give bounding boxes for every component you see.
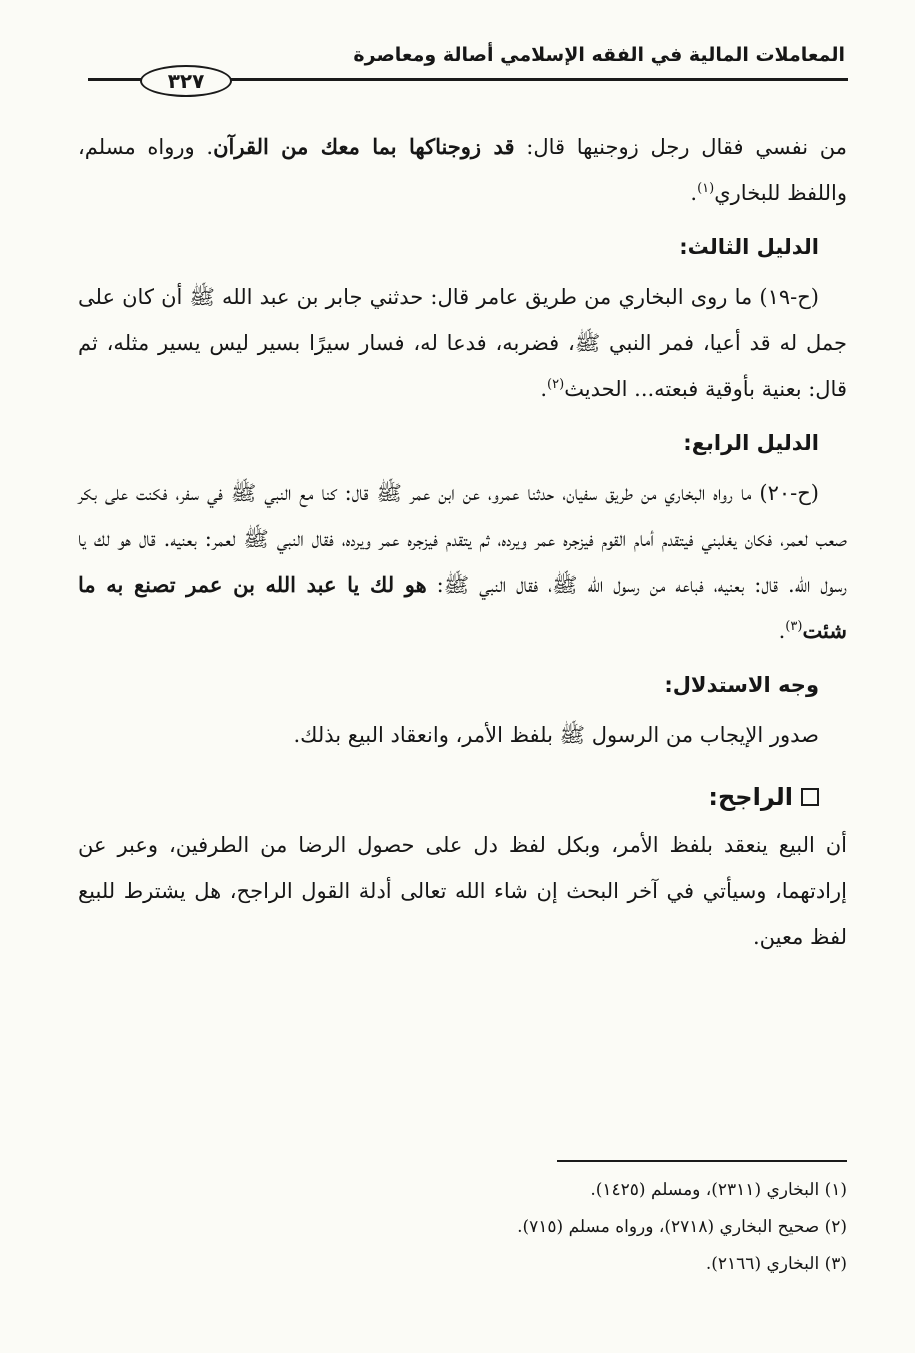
- footnote-ref-3: (٣): [785, 619, 803, 634]
- heading-evidence-aspect: وجه الاستدلال:: [664, 673, 819, 697]
- footnote-1: (١) البخاري (٢٣١١)، ومسلم (١٤٢٥).: [590, 1180, 847, 1200]
- heading-preferred: [78, 772, 819, 822]
- heading-third-evidence: الدليل الثالث:: [679, 235, 819, 259]
- paragraph-1-text: من نفسي فقال رجل زوجنيها قال:: [514, 135, 848, 159]
- paragraph-2-text: (ح-١٩) ما روى البخاري من طريق عامر قال: حدثني جابر بن عبد الله ﷺ أن كان على جمل له قد أعيا، فمر النبي ﷺ، فضربه، فدعا له، فسار سيرًا بسير ليس يسير مثله، ثم قال: بعنية بأوقية فبعته... الحديث: [78, 285, 847, 401]
- page-number: ٣٢٧: [140, 65, 232, 97]
- paragraph-4: صدور الإيجاب من الرسول ﷺ بلفظ الأمر، وانعقاد البيع بذلك.: [293, 723, 819, 747]
- paragraph-3-end: .: [778, 619, 786, 643]
- hadith-quote-3: هو لك يا عبد الله بن عمر تصنع به ما شئت: [78, 572, 847, 643]
- square-bullet-icon: [801, 788, 819, 806]
- heading-preferred-label: الراجح:: [708, 783, 793, 811]
- heading-fourth-evidence: الدليل الرابع:: [683, 431, 819, 455]
- paragraph-3-text: (ح-٢٠) ما رواه البخاري من طريق سفيان، حدثنا عمرو، عن ابن عمر ﷺ قال: كنا مع النبي ﷺ في سفر، فكنت على بكر صعب لعمر، فكان يغلبني فيتقدم أمام القوم فيزجره عمر ويرده، ثم يتقدم فيزجره عمر ويرده، فقال النبي ﷺ لعمر: بعنيه. قال هو لك يا رسول الله. قال: بعنيه، فباعه من رسول الله ﷺ، فقال النبي ﷺ:: [78, 481, 847, 597]
- footnote-3: (٣) البخاري (٢١٦٦).: [705, 1254, 847, 1274]
- paragraph-1-end: .: [690, 181, 698, 205]
- footnote-rule: [557, 1160, 847, 1162]
- paragraph-1-text-cont: . ورواه مسلم، واللفظ للبخاري: [78, 135, 847, 205]
- footnotes: [78, 1172, 847, 1283]
- hadith-quote-1: قد زوجناكها بما معك من القرآن: [213, 134, 515, 159]
- footnote-2: (٢) صحيح البخاري (٢٧١٨)، ورواه مسلم (٧١٥).: [517, 1217, 847, 1237]
- paragraph-1: [78, 124, 847, 216]
- running-title: المعاملات المالية في الفقه الإسلامي أصالة ومعاصرة: [353, 44, 845, 66]
- main-text: [78, 124, 847, 960]
- paragraph-5: أن البيع ينعقد بلفظ الأمر، وبكل لفظ دل على حصول الرضا من الطرفين، وعبر عن إرادتهما، وسيأتي في آخر البحث إن شاء الله تعالى أدلة القول الراجح، هل يشترط للبيع لفظ معين.: [78, 833, 847, 949]
- paragraph-3: [78, 470, 847, 654]
- footnote-ref-2: (٢): [547, 377, 565, 392]
- paragraph-2-end: .: [540, 377, 548, 401]
- paragraph-2: [78, 274, 847, 412]
- footnote-ref-1: (١): [697, 181, 715, 196]
